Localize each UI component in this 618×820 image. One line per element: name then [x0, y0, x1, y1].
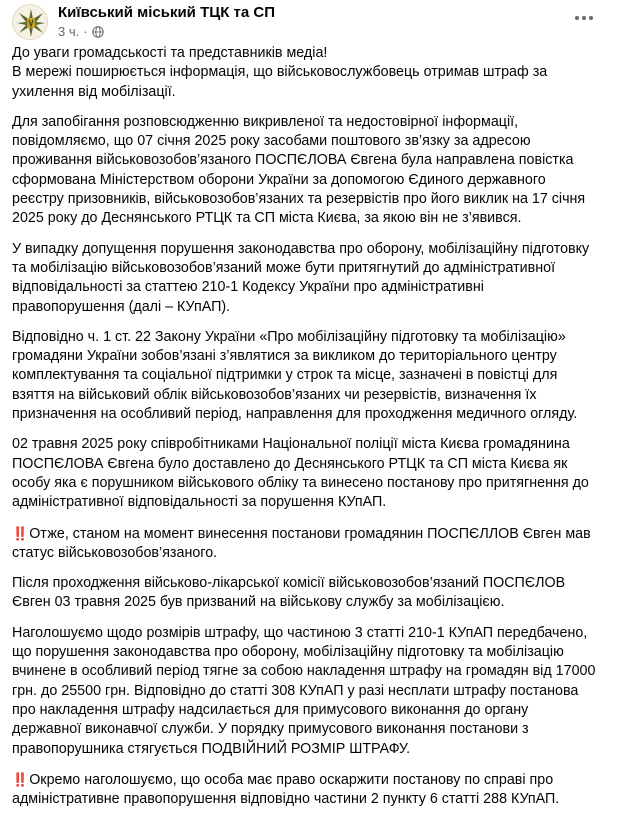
double-exclamation-icon: ‼️ — [12, 525, 27, 541]
post-header — [12, 4, 606, 40]
post-meta — [58, 24, 104, 39]
post-paragraph: Відповідно ч. 1 ст. 22 Закону України «Про мобілізаційну підготовку та мобілізацію» громадяни України зобов’язані з’являтися за викликом до територіального центру комплектування та соціальної підтримки у строк та місце, зазначені в повістці для взяття на військовий облік військовозобов’язаних чи резервістів, визначення їх призначення на особливий період, направлення для проходження медичного огляду. — [12, 328, 578, 423]
alert-text: Отже, станом на момент винесення постанови громадянин ПОСПЄЛЛОВ Євген мав статус військовозобов’язаного. — [12, 525, 591, 561]
more-options-icon — [574, 15, 594, 21]
double-exclamation-icon: ‼️ — [12, 771, 27, 787]
intro-line-2: В мережі поширюється інформація, що військовослужбовець отримав штраф за ухилення від мобілізації. — [12, 64, 548, 100]
alert-text: Окремо наголошуємо, що особа має право оскаржити постанову по справі про адміністративне правопорушення відповідно частини 2 пункту 6 статті 288 КУпАП. — [12, 771, 560, 808]
post-paragraph: У випадку допущення порушення законодавства про оборону, мобілізаційну підготовку та мобілізацію військовозобов’язаний може бути притягнутий до адміністративної відповідальності за статтею 210-1 Кодексу України про адміністративні правопорушення (далі – КУпАП). — [12, 240, 590, 315]
post-paragraph: 02 травня 2025 року співробітниками Національної поліції міста Києва громадянина ПОСПЄЛОВА Євгена було доставлено до Деснянського РТЦК та СП міста Києва як особу яка є порушником військового обліку та винесено постанову про притягнення до адміністративної відповідальності за порушення КУпАП. — [12, 436, 589, 511]
more-options-button[interactable] — [570, 8, 598, 32]
post-paragraph: Після проходження військово-лікарської комісії військовозобов’язаний ПОСПЄЛОВ Євген 03 травня 2025 був призваний на військову службу за мобілізацією. — [12, 575, 566, 611]
page-name-link[interactable]: Київський міський ТЦК та СП — [58, 4, 275, 21]
post-paragraph: Для запобігання розповсюдженню викривленої та недостовірної інформації, повідомляємо, що 07 січня 2025 року засобами поштового зв’язку за адресою проживання військовозобов’язаного ПОСПЄЛОВА Євгена була направлена повістка сформована Міністерством оборони України за допомогою Єдиного державного реєстру призовників, військовозобов’язаних та резервістів про його виклик на 17 січня 2025 року до Деснянського РТЦК та СП міста Києва, за якою він не з’явився. — [12, 113, 586, 227]
tck-emblem-icon — [13, 5, 48, 40]
post-body — [12, 44, 598, 820]
post-timestamp[interactable]: 3 ч. — [58, 24, 80, 39]
post-paragraph-alert — [12, 770, 598, 810]
intro-line-1: До уваги громадськості та представників медіа! — [12, 45, 328, 61]
globe-icon — [92, 26, 104, 38]
post-paragraph: Наголошуємо щодо розмірів штрафу, що частиною 3 статті 210-1 КУпАП передбачено, що порушення законодавства про оборону, мобілізаційну підготовку та мобілізацію вчинене в особливий період тягне за собою накладення штрафу на громадян від 17000 грн. до 25500 грн. Відповідно до статті 308 КУпАП у разі несплати штрафу постанова про накладення штрафу надсилається для примусового виконання до органу державної виконавчої служби. У порядку примусового виконання постанови з правопорушника стягується ПОДВІЙНИЙ РОЗМІР ШТРАФУ. — [12, 624, 596, 757]
meta-separator: · — [83, 24, 88, 39]
post-paragraph-alert — [12, 524, 598, 564]
page-avatar[interactable] — [12, 4, 48, 40]
post-paragraph-intro — [12, 44, 598, 102]
